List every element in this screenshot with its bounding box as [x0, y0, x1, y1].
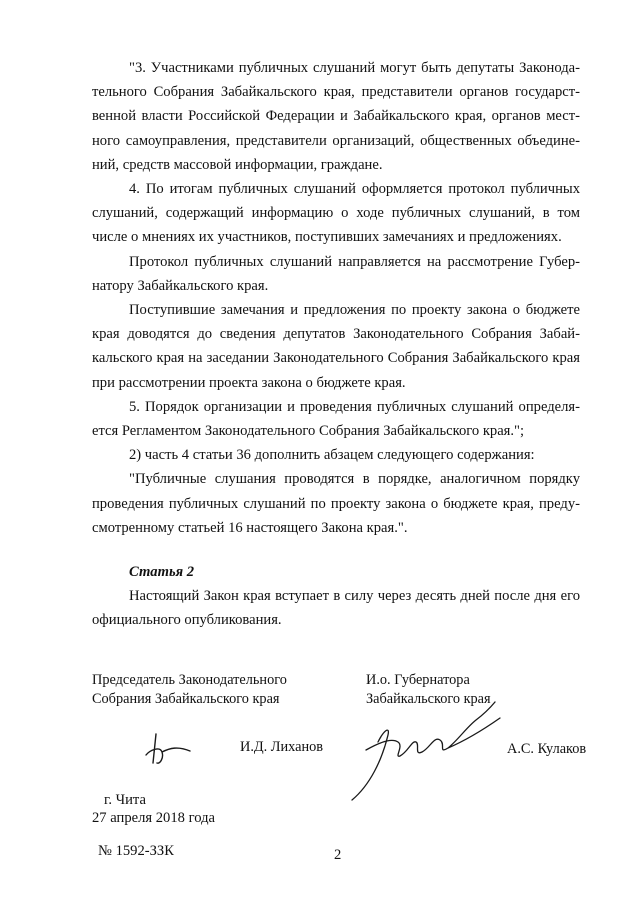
page-number: 2 [334, 847, 342, 863]
paragraph-procedure: 5. Порядок организации и проведения публичных слушаний определяется Регламентом Законодательного Собрания Забайкальского края."; [92, 398, 580, 440]
right-signer-title-line2: Забайкальского края [366, 691, 491, 707]
place-city: г. Чита [104, 792, 146, 808]
left-signer-title-line2: Собрания Забайкальского края [92, 691, 280, 707]
left-signer-name: И.Д. Лиханов [240, 739, 324, 755]
document-body [92, 56, 580, 633]
right-signer-title-line1: И.о. Губернатора [366, 672, 470, 688]
document-number: № 1592-ЗЗК [98, 843, 174, 859]
left-signature [140, 730, 195, 770]
right-signer-name: А.С. Кулаков [507, 741, 587, 757]
signing-date: 27 апреля 2018 года [92, 810, 215, 826]
paragraph-remarks: Поступившие замечания и предложения по проекту закона о бюджете края доводятся до сведения депутатов Законодательного Собрания Забайкальского края на заседании Законодательного Собрания Забайкальского края при рассмотрении проекта закона о бюджете края. [92, 302, 580, 391]
paragraph-protocol-governor: Протокол публичных слушаний направляется на рассмотрение Губернатору Забайкальского края. [92, 253, 580, 294]
paragraph-amendment: 2) часть 4 статьи 36 дополнить абзацем следующего содержания: [129, 447, 535, 464]
article-text: Настоящий Закон края вступает в силу через десять дней после дня его официального опубликования. [92, 588, 580, 629]
article-heading: Статья 2 [129, 564, 195, 581]
right-signature [330, 690, 505, 805]
left-signer-title-line1: Председатель Законодательного [92, 672, 287, 688]
paragraph-hearings-quote: "Публичные слушания проводятся в порядке, аналогичном порядку проведения публичных слушаний по проекту закона о бюджете края, предусмотренному статьей 16 настоящего Закона края.". [92, 471, 580, 536]
paragraph-protocol-content: 4. По итогам публичных слушаний оформляется протокол публичных слушаний, содержащий информацию о ходе публичных слушаний, в том числе о мнениях их участников, поступивших замечаниях и предложениях. [92, 181, 580, 246]
paragraph-participants: "3. Участниками публичных слушаний могут быть депутаты Законодательного Собрания Забайкальского края, представители органов государственной власти Российской Федерации и Забайкальского края, органов местного самоуправления, представители организаций, общественных объединений, средств массовой информации, граждане. [92, 60, 580, 173]
